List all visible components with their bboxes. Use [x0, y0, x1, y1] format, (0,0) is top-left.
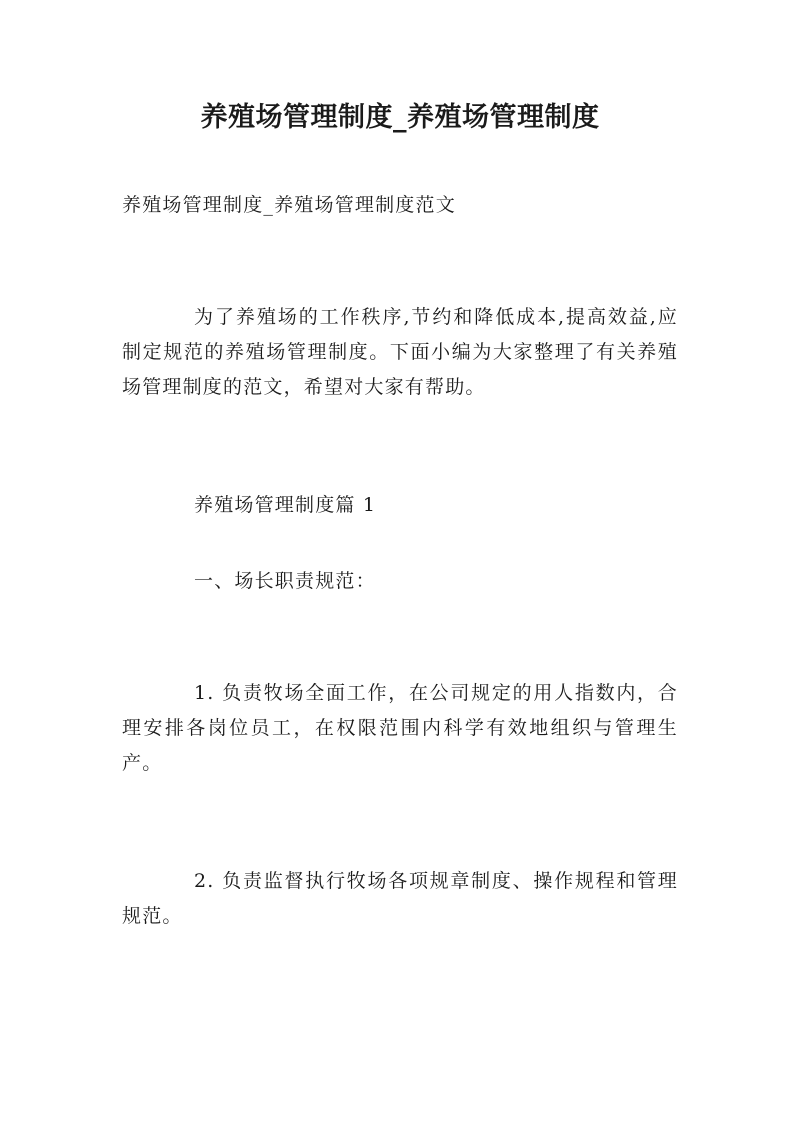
- document-subtitle: 养殖场管理制度_养殖场管理制度范文: [122, 194, 456, 216]
- section-heading: 养殖场管理制度篇 1: [194, 494, 377, 516]
- document-title: 养殖场管理制度_养殖场管理制度: [200, 102, 600, 133]
- intro-paragraph: 为了养殖场的工作秩序,节约和降低成本,提高效益,应制定规范的养殖场管理制度。下面小编为大家整理了有关养殖场管理制度的范文，希望对大家有帮助。: [122, 306, 678, 398]
- list-item: 2. 负责监督执行牧场各项规章制度、操作规程和管理规范。: [122, 870, 678, 927]
- subsection-heading: 一、场长职责规范：: [194, 570, 376, 592]
- list-item: 1. 负责牧场全面工作，在公司规定的用人指数内，合理安排各岗位员工，在权限范围内科学有效地组织与管理生产。: [122, 682, 678, 774]
